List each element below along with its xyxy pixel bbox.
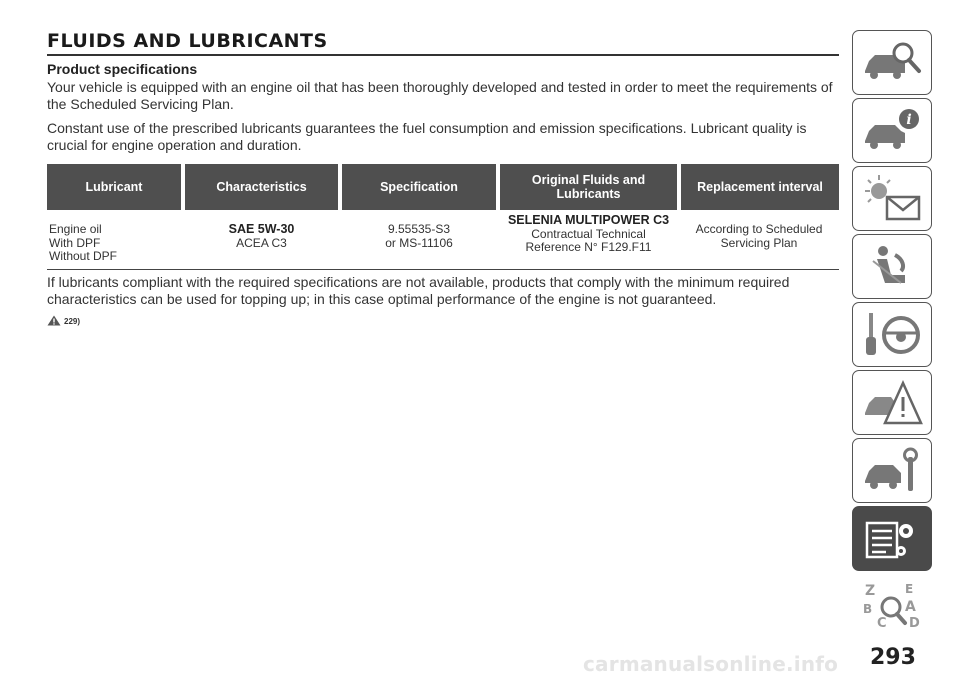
intro-paragraph-2: Constant use of the prescribed lubricants guarantees the fuel consumption and emission specifications. Lubricant quality is crucial for engine operation and duration.: [47, 120, 807, 153]
svg-text:B: B: [863, 601, 873, 616]
tab-technical-specifications[interactable]: [852, 506, 932, 571]
site-watermark: carmanualsonline.info: [583, 652, 839, 676]
header-specification: Specification: [340, 164, 498, 210]
warning-reference: [47, 315, 839, 326]
seat-airbag-icon: [861, 241, 923, 293]
tab-starting-driving[interactable]: [852, 302, 932, 367]
warning-ref-number: 229): [64, 316, 81, 326]
cell-characteristics: SAE 5W-30 ACEA C3: [183, 210, 340, 269]
key-steering-wheel-icon: [861, 309, 923, 361]
page-number: 293: [870, 645, 916, 670]
header-original-fluids: Original Fluids and Lubricants: [498, 164, 679, 210]
svg-text:C: C: [877, 615, 887, 631]
page-content: [47, 30, 839, 326]
car-crash-warning-icon: [861, 377, 923, 429]
cell-lubricant: Engine oil With DPF Without DPF: [47, 210, 183, 269]
car-info-icon: [861, 105, 923, 157]
section-subtitle: Product specifications: [47, 61, 198, 77]
svg-text:A: A: [905, 598, 916, 615]
cell-replacement-interval: According to Scheduled Servicing Plan: [679, 210, 839, 269]
svg-text:E: E: [905, 581, 914, 596]
specs-gears-icon: [861, 513, 923, 565]
table-row: [47, 210, 839, 269]
cell-specification: 9.55535-S3 or MS-11106: [340, 210, 498, 269]
tab-warning-lights[interactable]: [852, 166, 932, 231]
header-characteristics: Characteristics: [183, 164, 340, 210]
tab-safety[interactable]: [852, 234, 932, 299]
car-wrench-icon: [861, 445, 923, 497]
tab-car-info[interactable]: [852, 98, 932, 163]
lubricants-table: [47, 164, 839, 270]
tab-servicing[interactable]: [852, 438, 932, 503]
svg-text:Z: Z: [865, 582, 876, 599]
cell-original-fluids: SELENIA MULTIPOWER C3 Contractual Technical Reference N° F129.F11: [498, 210, 679, 269]
tab-index[interactable]: [852, 574, 932, 639]
tab-emergency[interactable]: [852, 370, 932, 435]
header-replacement-interval: Replacement interval: [679, 164, 839, 210]
tab-car-magnifier[interactable]: [852, 30, 932, 95]
warning-triangle-icon: [47, 315, 61, 326]
page-title: FLUIDS AND LUBRICANTS: [47, 30, 839, 56]
svg-text:D: D: [909, 615, 920, 631]
table-header-row: [47, 164, 839, 210]
compliance-note: If lubricants compliant with the required specifications are not available, products that comply with the minimum required characteristics can be used for topping up; in this case optimal performance of the engine is not guaranteed.: [47, 273, 790, 307]
warning-light-envelope-icon: [861, 173, 923, 225]
car-magnifier-icon: [861, 37, 923, 89]
header-lubricant: Lubricant: [47, 164, 183, 210]
svg-text:i: i: [906, 111, 912, 128]
alphabetical-index-icon: [861, 581, 923, 633]
intro-paragraph-1: Your vehicle is equipped with an engine oil that has been thoroughly developed and tested in order to meet the requirements of the Scheduled Servicing Plan.: [47, 79, 833, 112]
